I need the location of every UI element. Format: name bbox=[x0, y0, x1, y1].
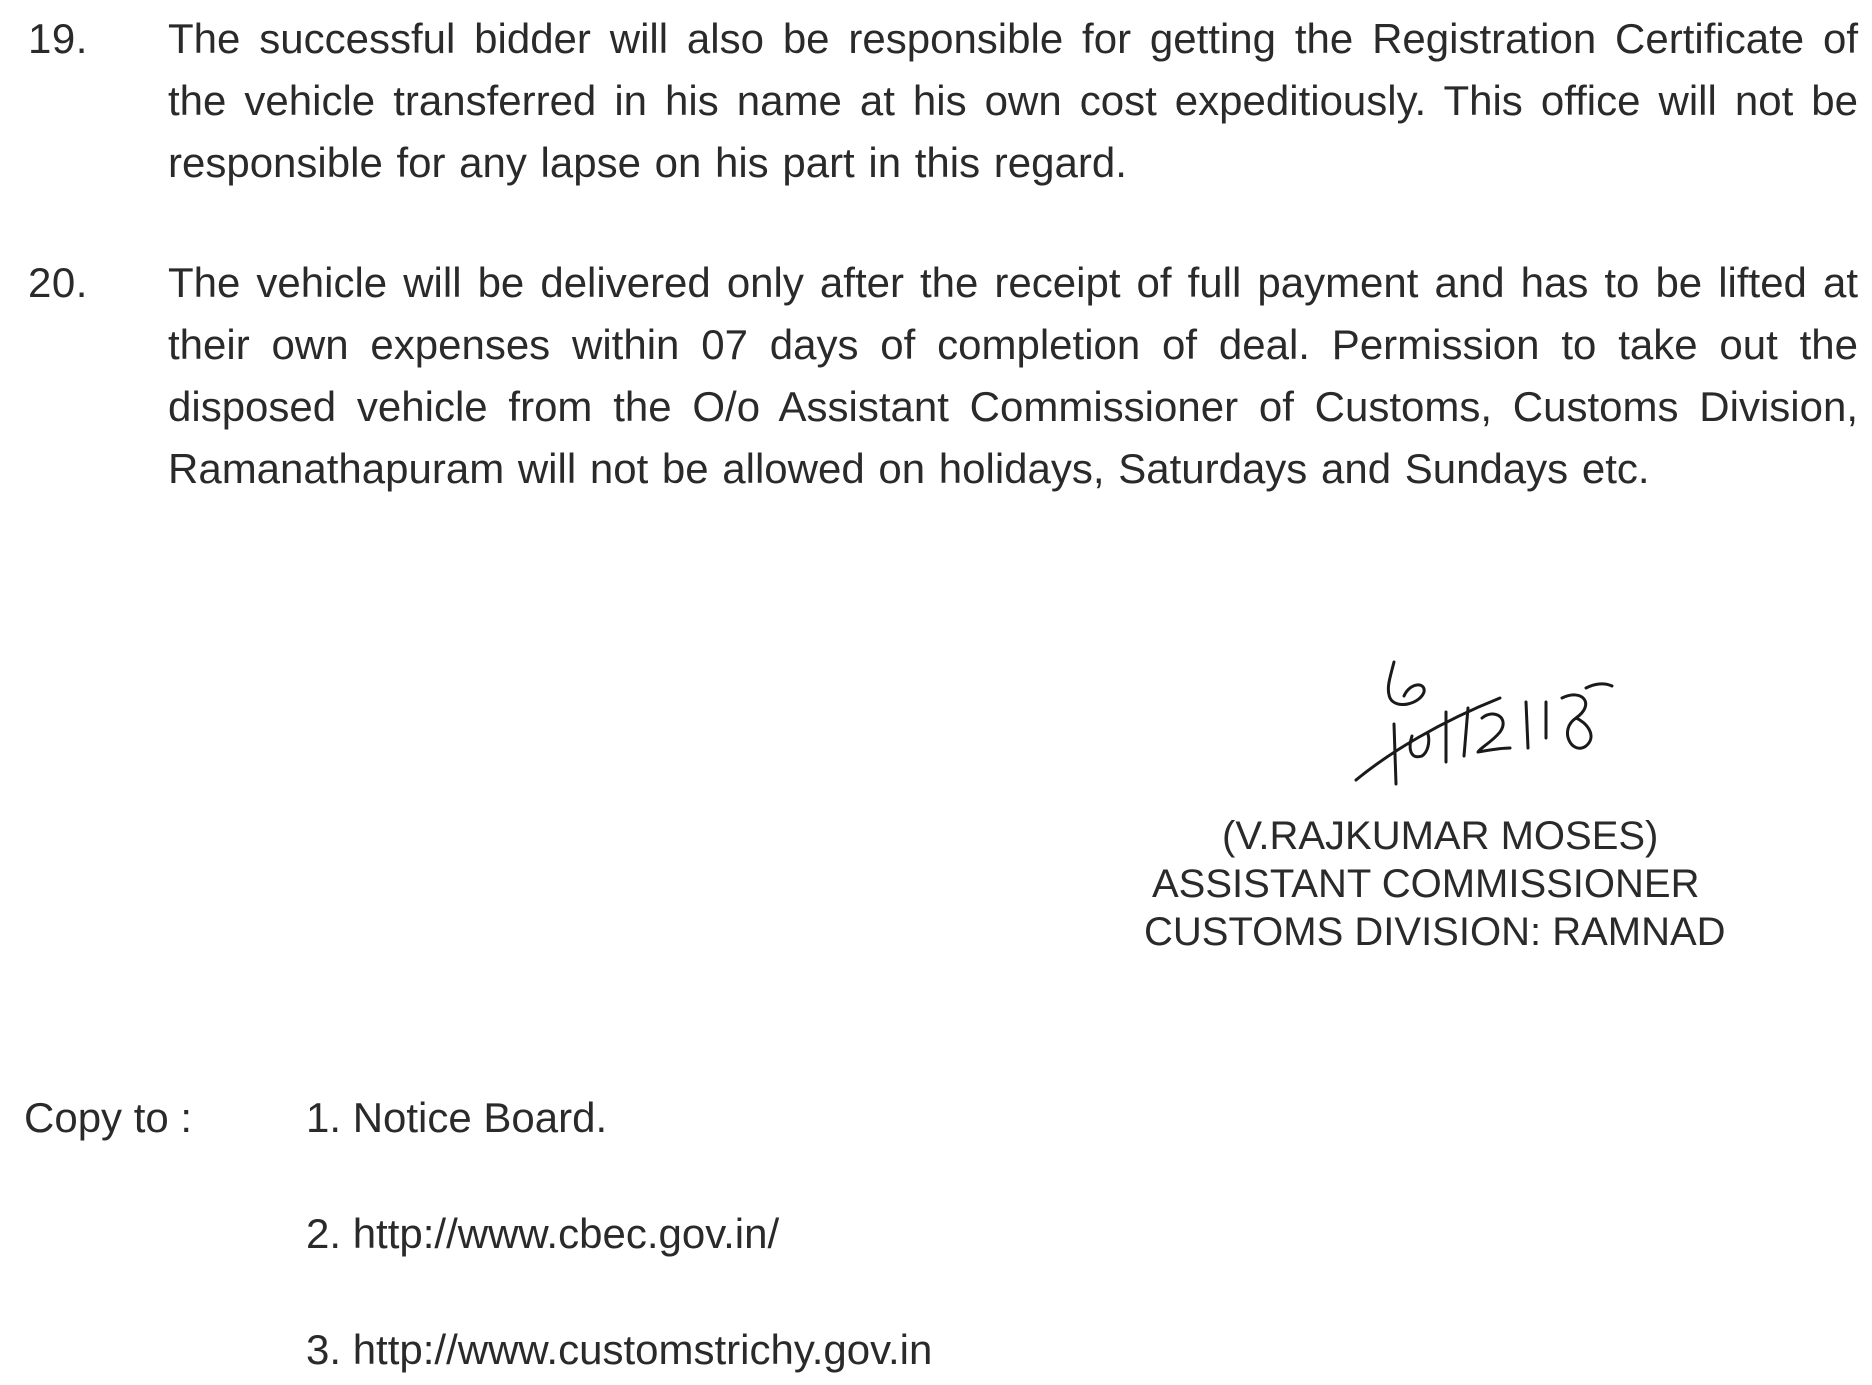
copy-item-notice-board: 1. Notice Board. bbox=[306, 1094, 608, 1141]
signatory-title: ASSISTANT COMMISSIONER bbox=[1152, 862, 1700, 906]
copy-to-label: Copy to : bbox=[24, 1094, 193, 1141]
clause-number: 19. bbox=[28, 15, 88, 62]
copy-item-cbec-link: 2. http://www.cbec.gov.in/ bbox=[306, 1210, 780, 1257]
clause-text: The successful bidder will also be responsible for getting the Registration Certificate of the vehicle transferred in his name at his own cost expeditiously. This office will not be responsible for any lapse on his part in this regard. bbox=[168, 15, 1858, 186]
clause-number: 20. bbox=[28, 259, 88, 306]
signatory-name: (V.RAJKUMAR MOSES) bbox=[1222, 814, 1659, 858]
copy-item-customstrichy-link: 3. http://www.customstrichy.gov.in bbox=[306, 1326, 933, 1373]
clause-text: The vehicle will be delivered only after the receipt of full payment and has to be lifted at their own expenses within 07 days of completion of deal. Permission to take out the disposed vehicle from the O/o Assistant Commissioner of Customs, Customs Division, Ramanathapuram will not be allowed on holidays, Saturdays and Sundays etc. bbox=[168, 259, 1858, 492]
handwritten-signature bbox=[1350, 652, 1630, 802]
signatory-office: CUSTOMS DIVISION: RAMNAD bbox=[1144, 910, 1726, 954]
copy-to-block bbox=[0, 1090, 1872, 1380]
